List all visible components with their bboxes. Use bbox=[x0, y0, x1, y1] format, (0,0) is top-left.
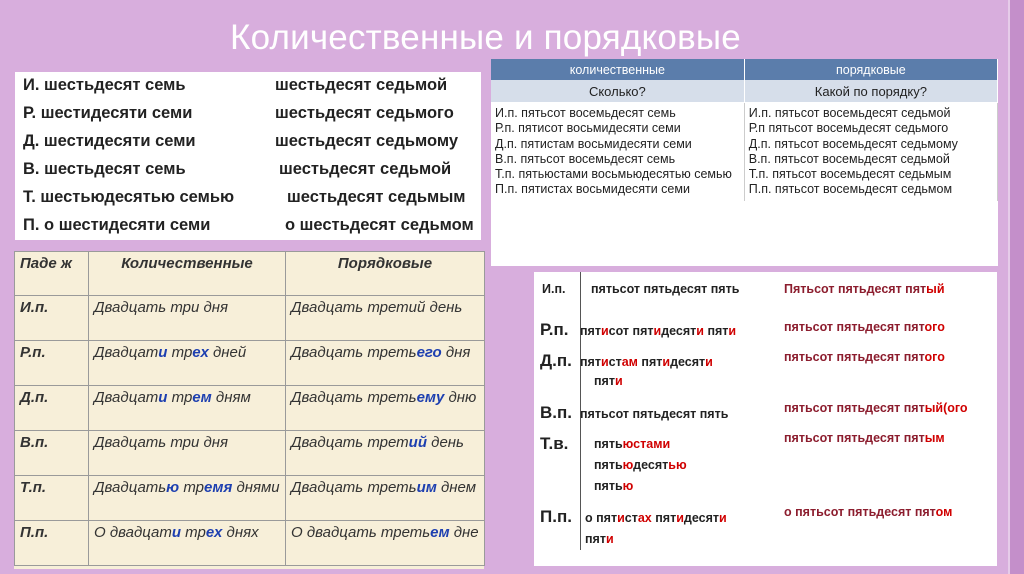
ordinal-forms: И.п. пятьсот восемьдесят седьмой Р.п пятьсот восемьдесят седьмого Д.п. пятьсот восемьдесят седьмому В.п. пятьсот восемьдесят седьмой Т.п. пятьсот восемьдесят седьмым П.п. пятьсот восемьдесят седьмом bbox=[744, 103, 997, 201]
page-title: Количественные и порядковые bbox=[230, 18, 741, 57]
header-ordinal: Порядковые bbox=[286, 252, 485, 296]
declension-587-table bbox=[491, 59, 998, 266]
declension-67-box: И. шестьдесят семь шестьдесят седьмой Р. шестидесяти семи шестьдесят седьмого Д. шестидесяти семи шестьдесят седьмому В. шестьдесят семь шестьдесят седьмой Т. шестьюдесятью семью шестьдесят седьмым П. о шестидесяти семи о шестьдесят седьмом bbox=[15, 72, 481, 240]
right-accent-bar bbox=[1010, 0, 1024, 574]
declension-555-box: И.п. пятьсот пятьдесят пять Пятьсот пятьдесят пятый Р.п. пятисот пятидесяти пяти пятьсот пятьдесят пятого Д.п. пятистам пятидесяти пяти пятьсот пятьдесят пятого В.п. пятьсот пятьдесят пять пятьсот пятьдесят пятый(ого Т.в. пятьюстами пятьюдесятью пятью пятьсот пятьдесят пятым П.п. о пятистах пятидесяти пяти о пятьсот пятьдесят пятом bbox=[534, 272, 997, 566]
header-ordinal: порядковые bbox=[744, 59, 997, 80]
question-ordinal: Какой по порядку? bbox=[744, 80, 997, 103]
header-cardinal: Количественные bbox=[89, 252, 286, 296]
declension-23-table: Паде ж Количественные Порядковые И.п. Двадцать три дня Двадцать третий день Р.п. Двадцати трех дней Двадцать третьего дня Д.п. Двадцати трем дням Двадцать третьему дню В.п. Двадцать три дня Двадцать третий день Т.п. Двадцатью тремя днями Двадцать третьим днем П.п. О двадцати трех днях О двадцать третьем дне bbox=[14, 251, 484, 569]
cardinal-forms: И.п. пятьсот восемьдесят семь Р.п. пятисот восьмидесяти семи Д.п. пятистам восьмидесяти семи В.п. пятьсот восемьдесят семь Т.п. пятьюстами восьмьюдесятью семью П.п. пятистах восьмидесяти семи bbox=[491, 103, 744, 201]
header-case: Паде ж bbox=[15, 252, 89, 296]
header-cardinal: количественные bbox=[491, 59, 744, 80]
question-cardinal: Сколько? bbox=[491, 80, 744, 103]
